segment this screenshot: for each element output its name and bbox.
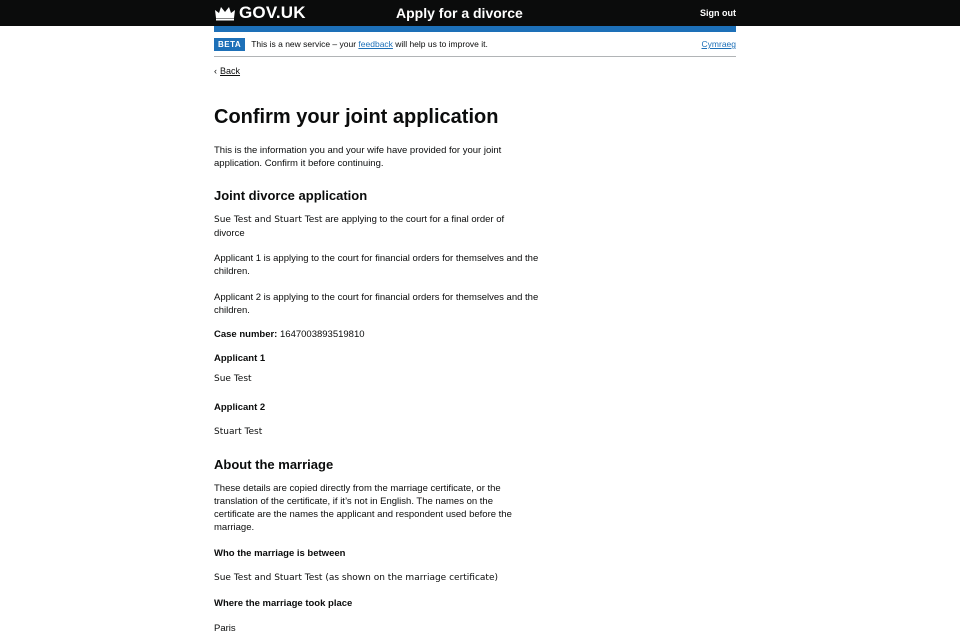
page-title: Confirm your joint application [214,106,499,128]
site-header [0,0,960,26]
applicant1-financial-text: Applicant 1 is applying to the court for financial orders for themselves and the children. [214,253,539,277]
about-marriage-heading: About the marriage [214,457,334,472]
service-name-link[interactable]: Apply for a divorce [396,5,523,21]
applicant2-financial-text: Applicant 2 is applying to the court for financial orders for themselves and the children. [214,292,539,316]
who-marriage-between-label: Who the marriage is between [214,548,346,559]
chevron-left-icon: ‹ [214,66,217,76]
govuk-logo-text: GOV.UK [239,3,306,22]
case-number-label: Case number: [214,329,278,340]
applicant2-name: Stuart Test [214,427,263,437]
intro-text: This is the information you and your wife have provided for your joint application. Confirm it before continuing. [214,145,502,169]
applicant1-label: Applicant 1 [214,353,266,364]
feedback-link[interactable]: feedback [358,39,393,49]
marriage-intro-text: These details are copied directly from the marriage certificate, or the translation of the certificate, if it’s not in English. The names on the certificate are the names the applicant and respondent used before the marriage. [214,483,512,533]
applicants-sentence-rest: are applying to the court for a final order of divorce [214,214,505,239]
phase-text-before: This is a new service – your [251,39,359,49]
applicant-names: Sue Test and Stuart Test [214,215,323,225]
sign-out-link[interactable]: Sign out [700,8,736,18]
beta-tag: BETA [214,38,245,51]
phase-banner [214,32,736,57]
applicant2-label: Applicant 2 [214,402,266,413]
govuk-logo-link[interactable] [214,3,306,23]
case-number [214,328,365,341]
where-marriage-took-place-label: Where the marriage took place [214,598,353,609]
crown-icon [214,5,236,21]
applicants-sentence [214,213,534,240]
back-link[interactable] [214,66,240,76]
applicant1-name: Sue Test [214,374,252,384]
back-link-label: Back [220,66,241,76]
who-marriage-between-value: Sue Test and Stuart Test (as shown on the marriage certificate) [214,573,499,583]
phase-text-after: will help us to improve it. [392,39,488,49]
language-toggle-link[interactable]: Cymraeg [701,39,736,49]
where-marriage-took-place-value: Paris [214,623,236,634]
case-number-value: 1647003893519810 [277,329,365,340]
joint-application-heading: Joint divorce application [214,188,368,203]
phase-banner-text [251,39,488,49]
